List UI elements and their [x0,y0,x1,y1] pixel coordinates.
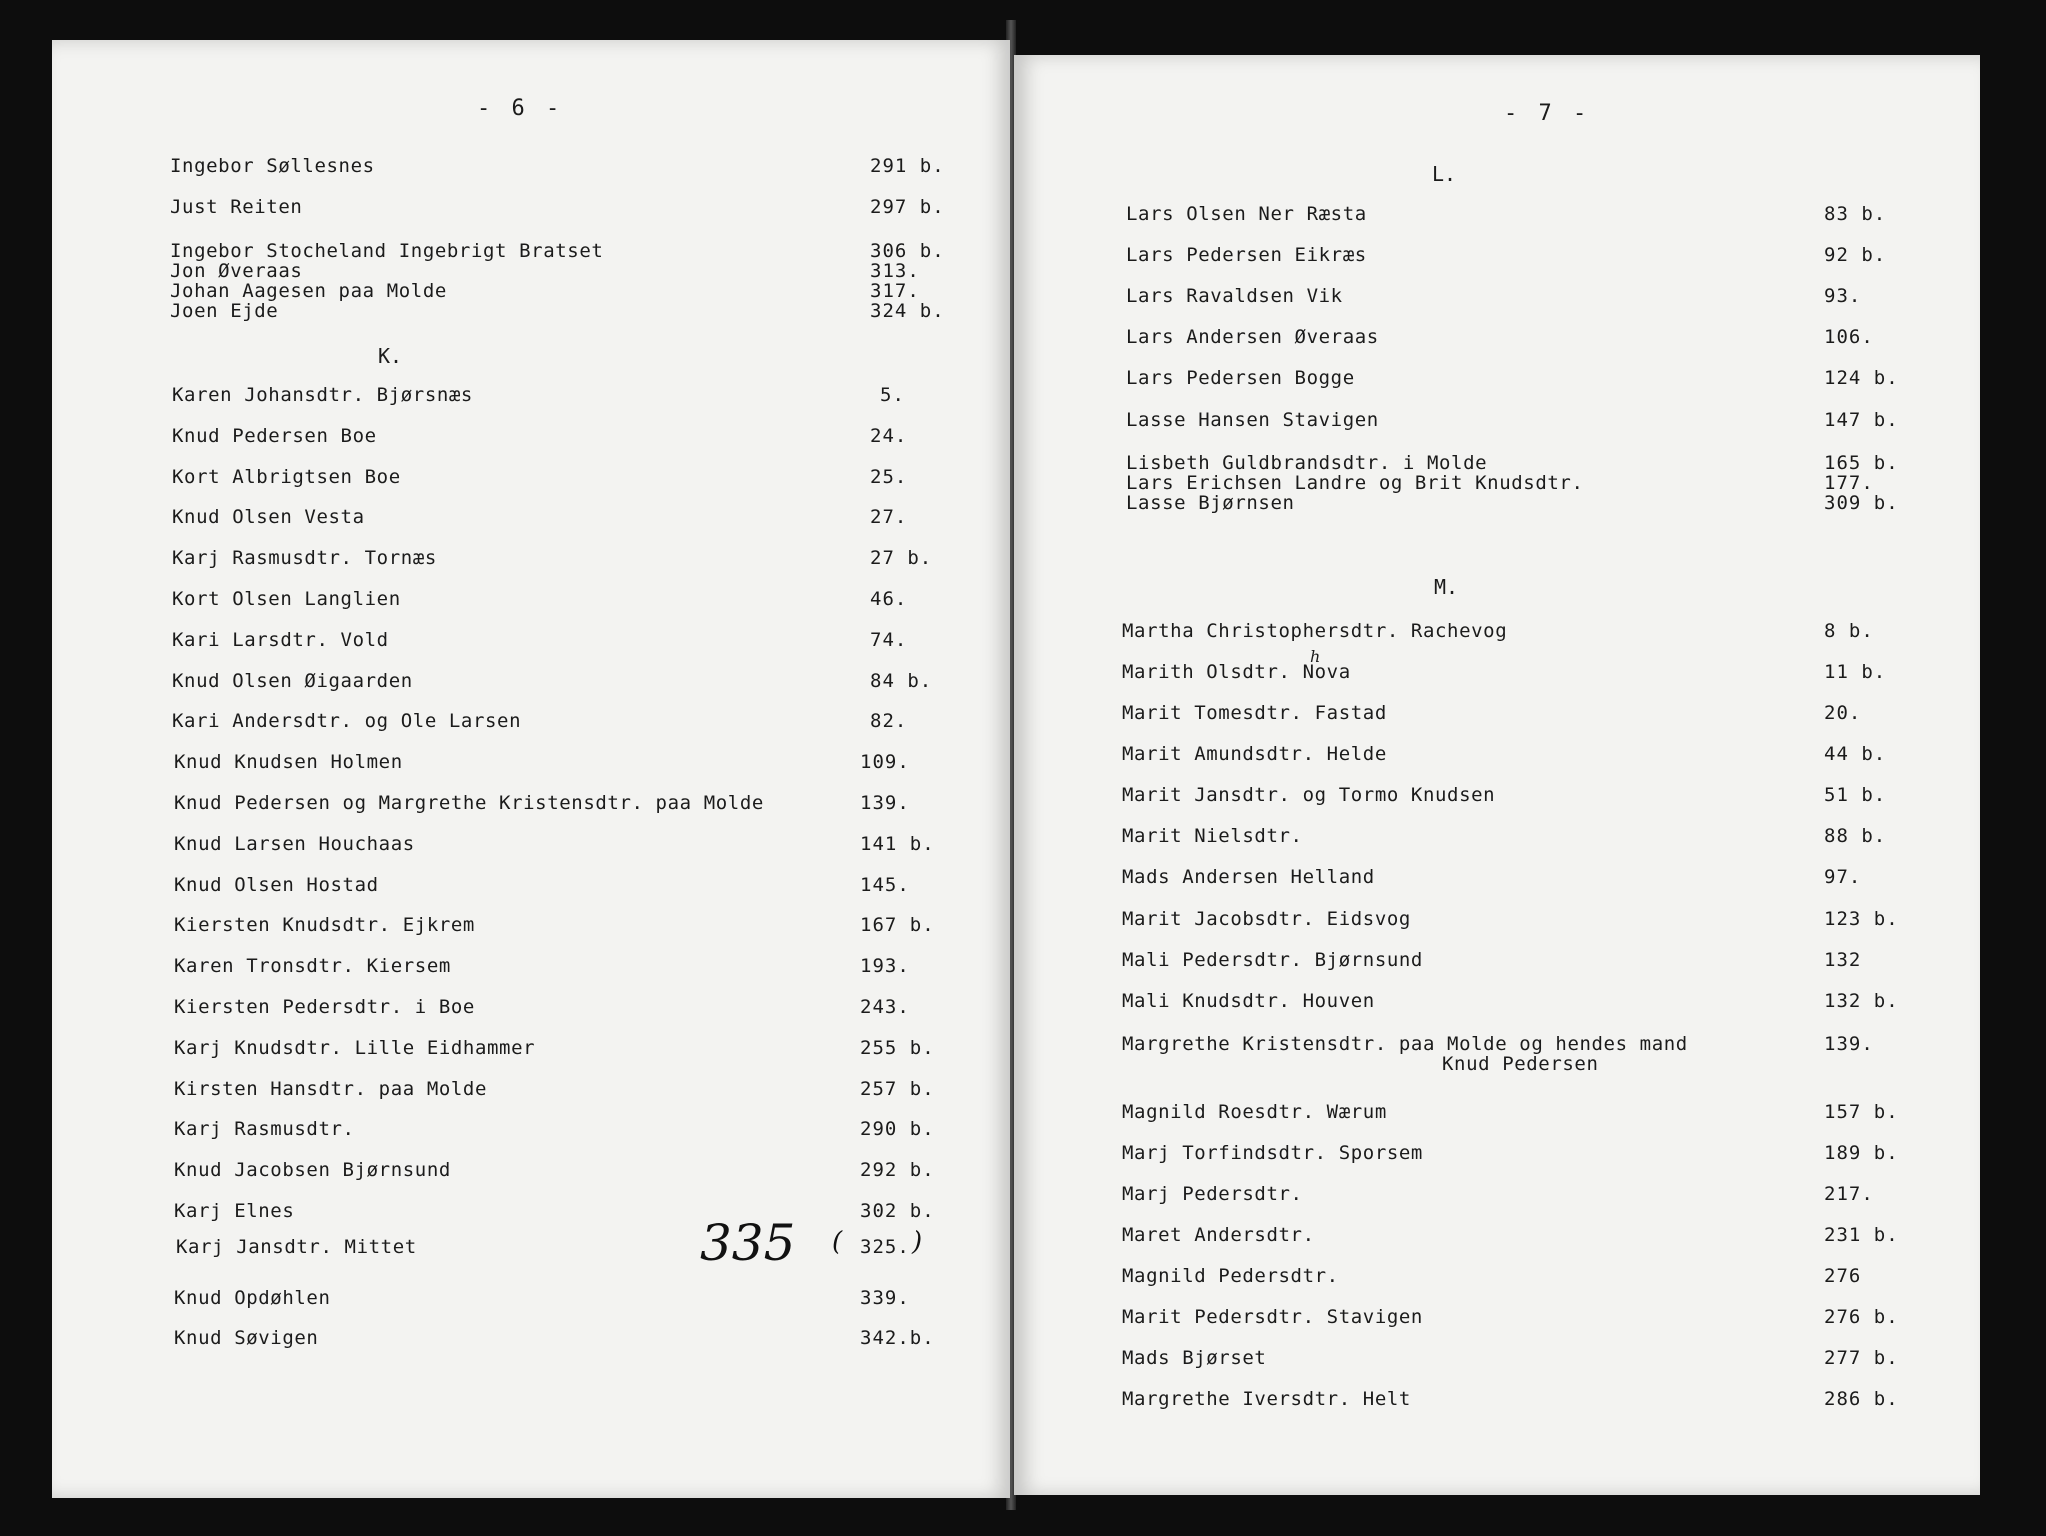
index-entry-name: Lars Pedersen Eikræs [1126,244,1367,266]
index-entry-name: Magnild Pedersdtr. [1122,1265,1339,1287]
handwritten-note: 335 [700,1214,796,1272]
index-entry-ref: 139. [860,792,910,814]
index-entry-name: Kort Albrigtsen Boe [172,465,401,488]
index-entry-name: Karen Johansdtr. Bjørsnæs [172,384,473,406]
index-entry-ref: 317. [870,280,920,302]
index-entry-ref: 141 b. [860,832,935,855]
index-entry-ref: 92 b. [1824,244,1887,266]
index-entry-name: Karj Rasmusdtr. Tornæs [172,547,437,570]
index-entry-ref: 147 b. [1824,409,1899,431]
index-entry-name: Karj Jansdtr. Mittet [176,1236,417,1258]
index-entry-name: Marit Amundsdtr. Helde [1122,743,1387,765]
index-entry-ref: 106. [1824,326,1874,348]
index-entry-name: Lars Olsen Ner Ræsta [1126,203,1367,225]
index-entry-ref: 276 b. [1824,1306,1899,1328]
index-entry-name: Margrethe Kristensdtr. paa Molde og hendes mand [1122,1033,1688,1055]
index-entry-ref: 255 b. [860,1036,935,1059]
index-entry-ref: 139. [1824,1033,1874,1055]
index-entry-ref: 109. [860,751,910,774]
index-entry-name: Martha Christophersdtr. Rachevog [1122,620,1508,642]
index-entry-name: Kari Andersdtr. og Ole Larsen [172,710,522,733]
index-entry-name: Marith Olsdtr. Nova [1122,661,1351,683]
index-entry-ref: 93. [1824,285,1862,307]
index-entry-name: Lars Andersen Øveraas [1126,326,1379,348]
index-entry-name: Knud Knudsen Holmen [174,751,403,774]
index-entry-name: Lisbeth Guldbrandsdtr. i Molde [1126,452,1488,474]
index-entry-name: Mads Andersen Helland [1122,866,1375,888]
index-entry-ref: 277 b. [1824,1347,1899,1369]
handwritten-paren-close: ) [912,1227,923,1257]
index-entry-name: Kiersten Knudsdtr. Ejkrem [174,914,475,937]
index-entry-name: Knud Søvigen [174,1327,319,1350]
index-entry-ref: 297 b. [870,196,945,218]
index-entry-name: Kirsten Hansdtr. paa Molde [174,1077,488,1100]
index-entry-ref: 324 b. [870,300,945,322]
index-entry-ref: 313. [870,260,920,282]
page-number-right: - 7 - [1504,101,1591,126]
index-entry-name: Knud Pedersen og Margrethe Kristensdtr. paa Molde [174,792,764,814]
index-entry-ref: 145. [860,873,910,896]
section-m-heading: M. [1434,575,1459,599]
index-entry-name: Marit Jansdtr. og Tormo Knudsen [1122,784,1496,806]
index-entry-name: Just Reiten [170,196,303,218]
index-entry-ref: 291 b. [870,155,945,177]
index-entry-name: Margrethe Iversdtr. Helt [1122,1388,1411,1410]
index-entry-name: Ingebor Stocheland Ingebrigt Bratset [170,240,604,262]
index-entry-name: Karj Rasmusdtr. [174,1118,355,1141]
index-entry-ref: 292 b. [860,1159,935,1182]
index-entry-name: Kort Olsen Langlien [172,588,401,610]
index-entry-ref: 51 b. [1824,784,1887,806]
index-entry-ref: 46. [870,588,908,610]
index-entry-ref: 74. [870,628,908,651]
index-entry-name: Knud Pedersen Boe [172,424,377,447]
index-entry-ref: 325. [860,1236,910,1258]
index-entry-ref: 25. [870,465,908,488]
index-entry-name: Knud Olsen Øigaarden [172,669,413,692]
index-entry-ref: 20. [1824,702,1862,724]
index-entry-ref: 132 b. [1824,990,1899,1012]
index-entry-name: Mali Knudsdtr. Houven [1122,990,1375,1012]
index-entry-name: Jon Øveraas [170,260,303,282]
index-entry-name: Marj Torfindsdtr. Sporsem [1122,1142,1423,1164]
index-entry-name: Marit Nielsdtr. [1122,825,1303,847]
index-entry-ref: 124 b. [1824,367,1899,389]
index-entry-name: Mali Pedersdtr. Bjørnsund [1122,949,1423,971]
index-entry-ref: 302 b. [860,1200,935,1222]
index-entry-ref: 123 b. [1824,908,1899,930]
index-entry-ref: 342.b. [860,1327,935,1350]
index-entry-name: Karj Knudsdtr. Lille Eidhammer [174,1036,536,1059]
handwritten-paren-open: ( [832,1227,843,1257]
index-entry-name: Knud Olsen Vesta [172,506,365,529]
page-number-left: - 6 - [477,96,564,121]
index-entry-ref: 290 b. [860,1118,935,1141]
index-entry-name: Knud Olsen Hostad [174,873,379,896]
index-entry-ref: 177. [1824,472,1874,494]
index-entry-name: Lars Ravaldsen Vik [1126,285,1343,307]
index-entry-ref: 82. [870,710,908,733]
index-entry-ref: 231 b. [1824,1224,1899,1246]
index-entry-name: Karen Tronsdtr. Kiersem [174,955,451,978]
index-entry-ref: 243. [860,996,910,1018]
left-page [52,40,1010,1498]
index-entry-ref: 132 [1824,949,1862,971]
index-entry-name: Lars Pedersen Bogge [1126,367,1355,389]
section-l-heading: L. [1432,162,1457,186]
index-entry-name: Johan Aagesen paa Molde [170,280,447,302]
index-entry-ref: 157 b. [1824,1101,1899,1123]
index-entry-name: Joen Ejde [170,300,279,322]
section-k-heading: K. [378,344,403,368]
index-entry-name: Marj Pedersdtr. [1122,1183,1303,1205]
index-entry-ref: 5. [880,384,905,406]
index-entry-ref: 27 b. [870,547,933,570]
index-entry-name: Lars Erichsen Landre og Brit Knudsdtr. [1126,472,1584,494]
index-entry-ref: 309 b. [1824,492,1899,514]
index-entry-name: Marit Pedersdtr. Stavigen [1122,1306,1423,1328]
index-entry-ref: 193. [860,955,910,978]
index-entry-ref: 83 b. [1824,203,1887,225]
index-entry-ref: 217. [1824,1183,1874,1205]
index-entry-ref: 339. [860,1286,910,1309]
index-entry-ref: 27. [870,506,908,529]
index-entry-name: Lasse Bjørnsen [1126,492,1295,514]
index-entry-ref: 257 b. [860,1077,935,1100]
index-entry-name: Knud Opdøhlen [174,1286,331,1309]
index-entry-ref: 97. [1824,866,1862,888]
index-entry-ref: 44 b. [1824,743,1887,765]
index-entry-name: Lasse Hansen Stavigen [1126,409,1379,431]
index-entry-ref: 286 b. [1824,1388,1899,1410]
index-entry-name: Knud Larsen Houchaas [174,832,415,855]
index-entry-ref: 24. [870,424,908,447]
index-entry-name: Marit Jacobsdtr. Eidsvog [1122,908,1411,930]
index-entry-ref: 189 b. [1824,1142,1899,1164]
index-entry-name: Kiersten Pedersdtr. i Boe [174,996,475,1018]
index-entry-name: Karj Elnes [174,1200,295,1222]
index-entry-ref: 276 [1824,1265,1862,1287]
index-entry-name: Knud Jacobsen Bjørnsund [174,1159,451,1182]
index-entry-ref: 8 b. [1824,620,1874,642]
index-entry-name: Kari Larsdtr. Vold [172,628,389,651]
index-entry-name: Mads Bjørset [1122,1347,1267,1369]
index-entry-ref: 306 b. [870,240,945,262]
correction-mark: h [1310,647,1321,666]
index-entry-ref: 88 b. [1824,825,1887,847]
index-entry-ref: 167 b. [860,914,935,937]
index-entry-name: Marit Tomesdtr. Fastad [1122,702,1387,724]
index-entry-name: Magnild Roesdtr. Wærum [1122,1101,1387,1123]
index-entry-name: Ingebor Søllesnes [170,155,375,177]
index-entry-ref: 11 b. [1824,661,1887,683]
index-entry-ref: 84 b. [870,669,933,692]
index-entry-name: Maret Andersdtr. [1122,1224,1315,1246]
right-page [1014,55,1980,1495]
index-entry-continuation: Knud Pedersen [1442,1053,1599,1075]
index-entry-ref: 165 b. [1824,452,1899,474]
